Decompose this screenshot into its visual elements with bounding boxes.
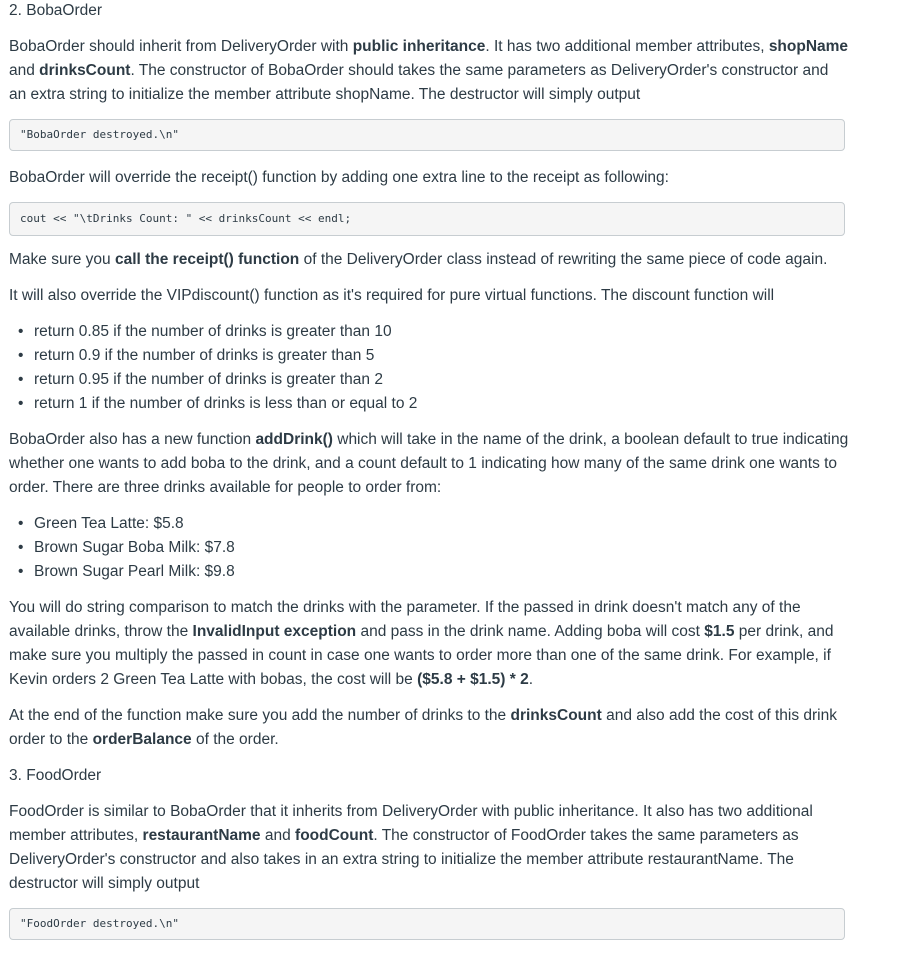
list-item: • return 0.9 if the number of drinks is greater than 5 [14,344,417,368]
boba-receipt-paragraph: BobaOrder will override the receipt() function by adding one extra line to the receipt as following: [9,169,669,186]
bold-term: orderBalance [92,731,192,748]
section-heading-food-order: 3. FoodOrder [9,767,102,784]
boba-discount-paragraph: It will also override the VIPdiscount() function as it's required for pure virtual functions. The discount function will [9,287,775,304]
discount-rules-list [14,320,417,416]
list-item: • Green Tea Latte: $5.8 [14,512,235,536]
drinks-list [14,512,235,584]
bold-term: call the receipt() function [114,251,300,268]
bold-term: public inheritance [352,38,486,55]
bold-term: foodCount [295,827,374,844]
boba-intro-paragraph: BobaOrder should inherit from DeliveryOrder with public inheritance. It has two additional member attributes, shopName and drinksCount. The constructor of BobaOrder should takes the same parameters as DeliveryOrder's constructor and an extra string to initialize the member attribute shopName. The destructor will simply output [9,38,849,103]
bold-term: InvalidInput exception [192,623,357,640]
bold-term: drinksCount [510,707,602,724]
bold-term: addDrink() [255,431,333,448]
list-item: • return 0.85 if the number of drinks is greater than 10 [14,320,417,344]
list-item: • return 0.95 if the number of drinks is greater than 2 [14,368,417,392]
bold-term: ($5.8 + $1.5) * 2 [417,671,529,688]
list-item: • Brown Sugar Pearl Milk: $9.8 [14,560,235,584]
boba-call-receipt-paragraph: Make sure you call the receipt() function of the DeliveryOrder class instead of rewriting the same piece of code again. [9,251,828,268]
bold-term: restaurantName [142,827,261,844]
section-heading-boba-order: 2. BobaOrder [9,2,103,19]
bold-term: $1.5 [704,623,735,640]
list-item: • Brown Sugar Boba Milk: $7.8 [14,536,235,560]
bold-term: shopName [768,38,849,55]
boba-string-compare-paragraph: You will do string comparison to match the drinks with the parameter. If the passed in drink doesn't match any of the available drinks, throw the InvalidInput exception and pass in the drink name. Adding boba will cost $1.5 per drink, and make sure you multiply the passed in count in case one wants to order more than one of the same drink. For example, if Kevin orders 2 Green Tea Latte with bobas, the cost will be ($5.8 + $1.5) * 2. [9,599,834,688]
boba-drinks-count-paragraph: At the end of the function make sure you add the number of drinks to the drinksCount and also add the cost of this drink order to the orderBalance of the order. [9,707,837,748]
code-block-receipt-line: cout << "\tDrinks Count: " << drinksCount << endl; [9,202,845,236]
list-item: • return 1 if the number of drinks is less than or equal to 2 [14,392,417,416]
bold-term: drinksCount [39,62,131,79]
food-intro-paragraph: FoodOrder is similar to BobaOrder that it inherits from DeliveryOrder with public inheritance. It also has two additional member attributes, restaurantName and foodCount. The constructor of FoodOrder takes the same parameters as DeliveryOrder's constructor and also takes in an extra string to initialize the member attribute restaurantName. The destructor will simply output [9,803,813,892]
code-block-boba-destructor: "BobaOrder destroyed.\n" [9,119,845,151]
boba-add-drink-paragraph: BobaOrder also has a new function addDrink() which will take in the name of the drink, a boolean default to true indicating whether one wants to add boba to the drink, and a count default to 1 indicating how many of the same drink one wants to order. There are three drinks available for people to order from: [9,431,849,496]
code-block-food-destructor: "FoodOrder destroyed.\n" [9,908,845,940]
